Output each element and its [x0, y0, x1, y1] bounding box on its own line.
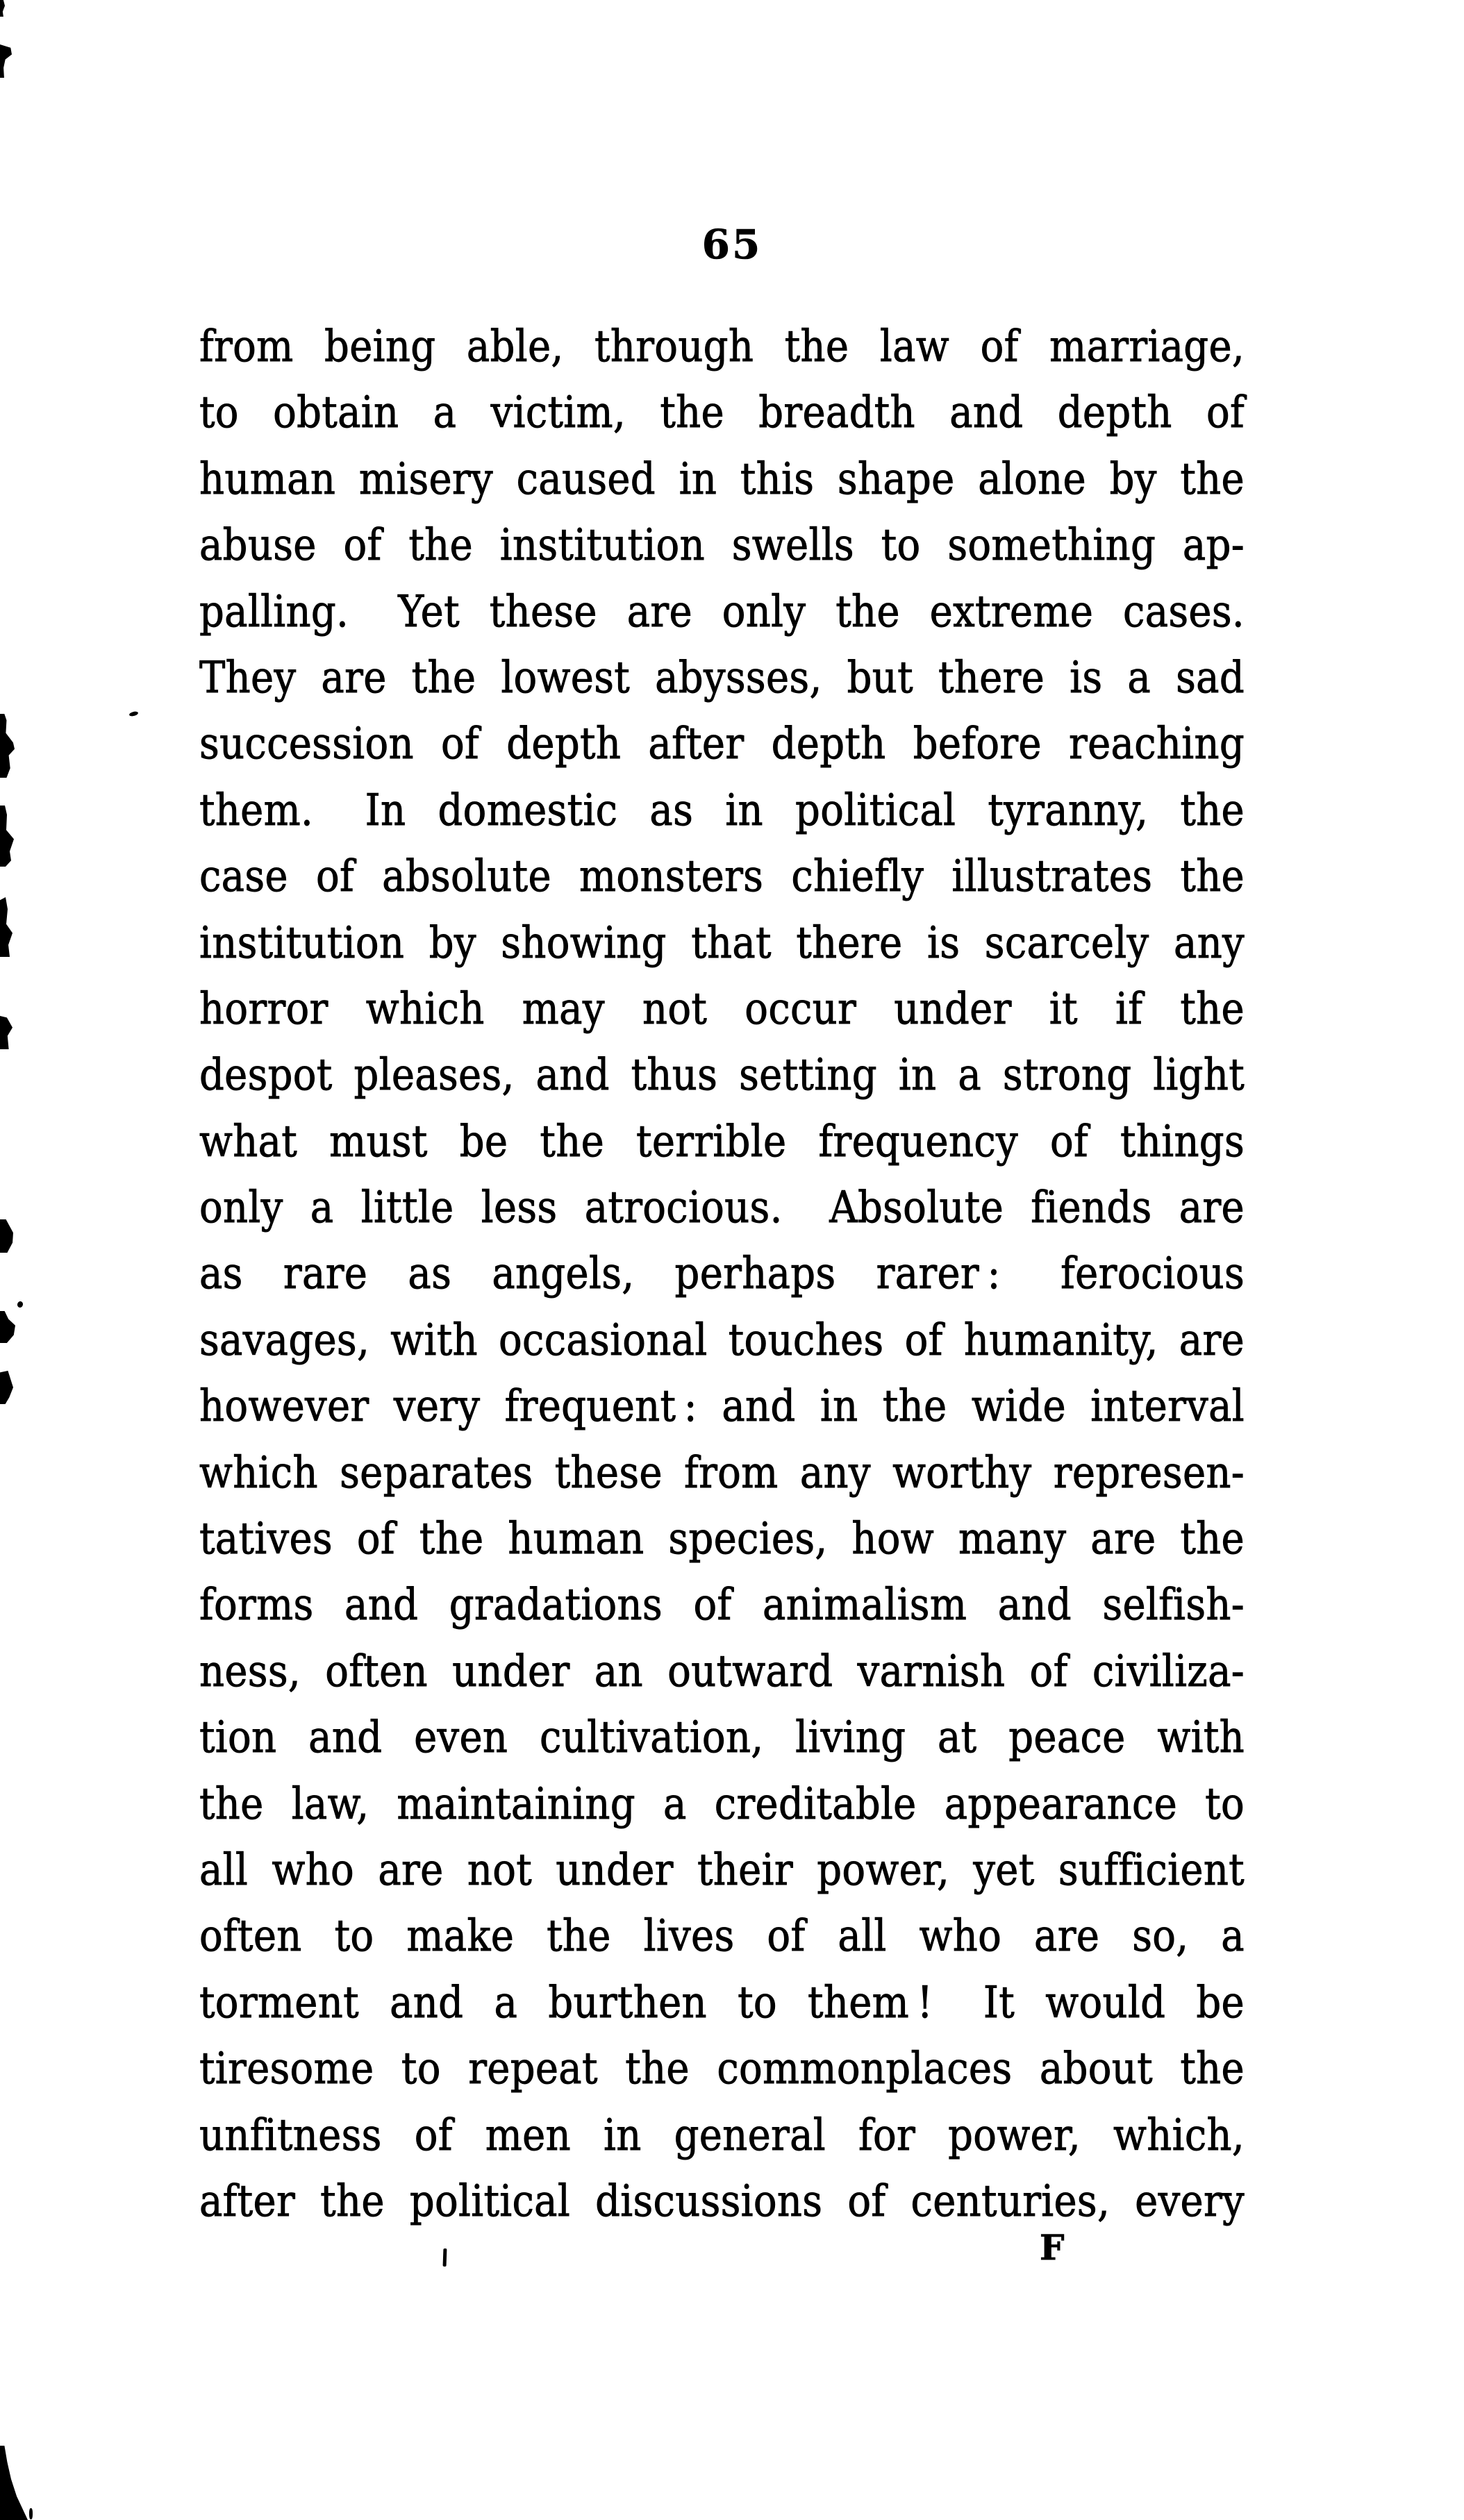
- ink-speck: [17, 1301, 24, 1308]
- text-line: from being able, through the law of marriage,: [199, 322, 1245, 372]
- ink-smudge: [0, 714, 15, 778]
- ink-speck: [29, 2508, 33, 2519]
- text-line: despot pleases, and thus setting in a strong light: [199, 1050, 1245, 1101]
- page-number: 65: [701, 221, 763, 268]
- text-line: tiresome to repeat the commonplaces about the: [199, 2044, 1245, 2095]
- printer-signature-mark: F: [1040, 2227, 1065, 2268]
- text-line: tatives of the human species, how many are the: [199, 1514, 1245, 1564]
- text-line: torment and a burthen to them ! It would be: [199, 1977, 1245, 2028]
- ink-smudge: [0, 1219, 13, 1253]
- body-text: [199, 314, 1245, 2235]
- ink-smudge: [0, 1371, 13, 1404]
- ink-smudge: [0, 44, 12, 78]
- text-line: abuse of the institution swells to something ap-: [199, 520, 1245, 571]
- ink-speck: [128, 711, 138, 717]
- ink-smudge: [0, 1311, 15, 1343]
- text-line: savages, with occasional touches of humanity, are: [199, 1315, 1245, 1366]
- ink-smudge: [0, 0, 5, 17]
- text-line: often to make the lives of all who are so, a: [199, 1911, 1245, 1962]
- text-line: tion and even cultivation, living at peace with: [199, 1712, 1245, 1764]
- text-line: only a little less atrocious. Absolute fiends are: [199, 1183, 1245, 1233]
- text-line: however very frequent : and in the wide interval: [199, 1381, 1245, 1433]
- text-line: the law, maintaining a creditable appearance to: [199, 1778, 1245, 1830]
- text-line: after the political discussions of centuries, every: [199, 2176, 1245, 2227]
- text-line: horror which may not occur under it if the: [199, 983, 1245, 1035]
- text-line: as rare as angels, perhaps rarer : ferocious: [199, 1249, 1245, 1300]
- text-line: all who are not under their power, yet sufficient: [199, 1845, 1245, 1896]
- text-line: They are the lowest abysses, but there is a sad: [199, 653, 1245, 703]
- text-line: palling. Yet these are only the extreme cases.: [199, 586, 1245, 637]
- text-line: unfitness of men in general for power, which,: [199, 2110, 1245, 2161]
- text-line: what must be the terrible frequency of things: [199, 1116, 1245, 1167]
- text-line: them. In domestic as in political tyranny, the: [199, 785, 1245, 836]
- text-line: institution by showing that there is scarcely any: [199, 917, 1245, 969]
- text-line: case of absolute monsters chiefly illustrates the: [199, 851, 1245, 903]
- text-line: succession of depth after depth before reaching: [199, 719, 1245, 770]
- text-line: human misery caused in this shape alone by the: [199, 453, 1245, 505]
- ink-smudge: [0, 897, 14, 957]
- ink-smudge: [0, 1016, 13, 1049]
- text-line: ness, often under an outward varnish of civiliza-: [199, 1646, 1245, 1697]
- text-line: to obtain a victim, the breadth and depth of: [199, 387, 1245, 439]
- ink-smudge: [0, 2446, 28, 2520]
- text-line: forms and gradations of animalism and selfish-: [199, 1580, 1245, 1631]
- text-line: which separates these from any worthy represen-: [199, 1447, 1245, 1499]
- ink-speck: [443, 2248, 447, 2267]
- ink-speck: [2, 949, 8, 957]
- ink-smudge: [0, 806, 14, 867]
